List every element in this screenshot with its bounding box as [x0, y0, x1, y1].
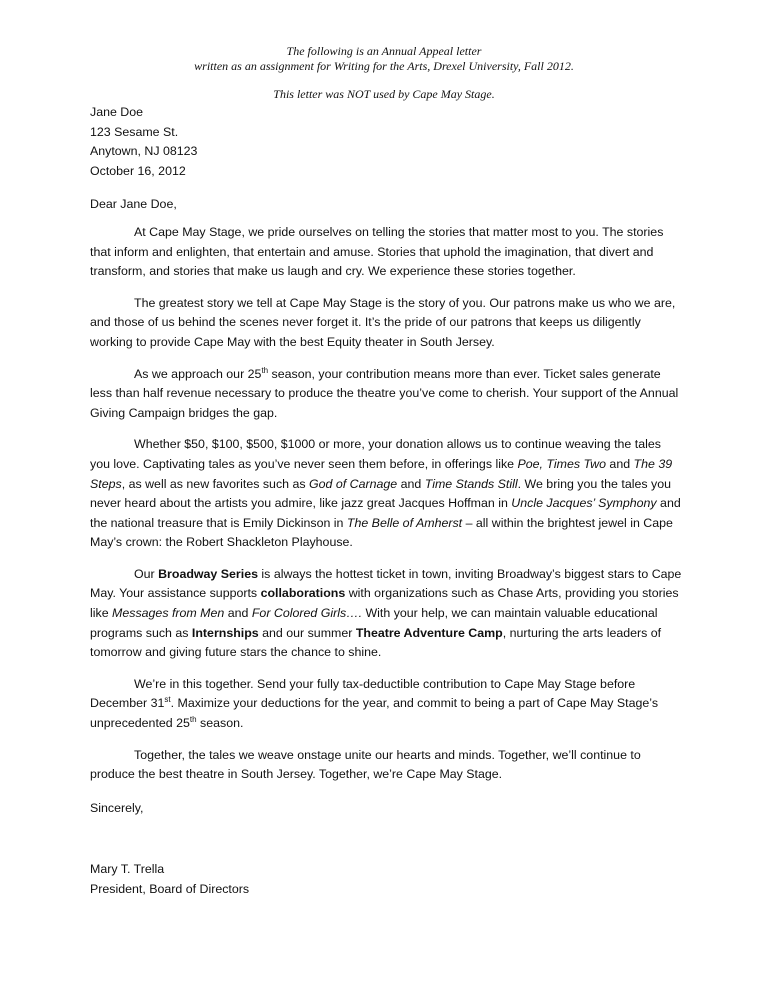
p5-title: Messages from Men: [112, 606, 225, 621]
p3-superscript: th: [261, 365, 269, 375]
paragraph-7: Together, the tales we weave onstage unite our hearts and minds. Together, we’ll continue to produce the best theatre in South Jersey. Together, we’re Cape May Stage.: [90, 747, 641, 782]
salutation: Dear Jane Doe,: [90, 197, 177, 212]
p5-text: with organizations such as Chase Arts, providing you stories like: [90, 586, 679, 621]
p4-title: The 39 Steps: [90, 456, 673, 491]
paragraph-4: [90, 435, 682, 553]
p5-bold: Broadway Series: [158, 566, 258, 581]
p6-text-b: . Maximize your deductions for the year, and commit to being a part of Cape May Stage’s unprecedented 25: [90, 696, 659, 731]
paragraph-3: [90, 365, 682, 424]
p5-text: and: [224, 606, 252, 621]
paragraph-1: At Cape May Stage, we pride ourselves on telling the stories that matter most to you. The stories that inform and enlighten, that entertain and amuse. Stories that uphold the imagination, that divert and transform, and stories that make us laugh and cry. We experience these stories together.: [90, 224, 664, 279]
p5-bold: Internships: [191, 625, 259, 640]
header-note: This letter was NOT used by Cape May Stage.: [273, 87, 495, 101]
p4-text: – all within the brightest jewel in Cape May’s crown: the Robert Shackleton Playhouse.: [90, 515, 673, 550]
p4-text: . We bring you the tales you never heard about the artists you admire, like jazz great Jacques Hoffman in: [90, 476, 671, 511]
p4-title: God of Carnage: [309, 476, 398, 491]
letter-body: [90, 103, 682, 818]
p5-text: is always the hottest ticket in town, inviting Broadway’s biggest stars to Cape May. Your assistance supports: [90, 566, 682, 601]
recipient-street: 123 Sesame St.: [90, 124, 179, 139]
recipient-address: [90, 103, 682, 181]
letter-date: October 16, 2012: [90, 163, 186, 178]
p3-text-b: season, your contribution means more than ever. Ticket sales generate less than half revenue necessary to produce the theatre you’ve come to cherish. Your support of the Annual Giving Campaign bridges the gap.: [90, 366, 679, 420]
p4-title: Uncle Jacques’ Symphony: [511, 496, 657, 511]
p4-text: and: [397, 476, 425, 491]
p4-title: The Belle of Amherst: [346, 515, 463, 530]
p4-text: and: [605, 456, 634, 471]
p5-text: and our summer: [258, 625, 356, 640]
letter-header: [0, 44, 768, 102]
p4-text: Whether $50, $100, $500, $1000 or more, your donation allows us to continue weaving the tales you love. Captivating tales as you’ve never seen them before, in offerings like: [90, 437, 661, 471]
paragraph-6: [90, 675, 682, 734]
signature-block: [90, 860, 249, 899]
p6-superscript-1: st: [164, 695, 171, 705]
p5-text: Our: [134, 566, 159, 581]
p4-text: , as well as new favorites such as: [121, 476, 310, 491]
signer-name: Mary T. Trella: [90, 862, 165, 876]
p4-text: and the national treasure that is Emily Dickinson in: [90, 496, 681, 530]
p3-text-a: As we approach our 25: [134, 366, 262, 381]
p4-title: Poe, Times Two: [517, 456, 606, 471]
p5-bold: collaborations: [260, 586, 346, 601]
recipient-name: Jane Doe: [90, 105, 144, 119]
p5-text: , nurturing the arts leaders of tomorrow and giving future stars the chance to shine.: [90, 625, 662, 660]
p5-bold: Theatre Adventure Camp: [355, 625, 503, 640]
recipient-city: Anytown, NJ 08123: [90, 144, 198, 159]
paragraph-5: [90, 565, 682, 663]
p4-title: Time Stands Still: [424, 476, 518, 491]
closing: Sincerely,: [90, 800, 144, 815]
header-line-2: written as an assignment for Writing for the Arts, Drexel University, Fall 2012.: [194, 59, 574, 73]
p6-text-a: We’re in this together. Send your fully tax-deductible contribution to Cape May Stage before December 31: [90, 676, 636, 711]
paragraph-2: The greatest story we tell at Cape May Stage is the story of you. Our patrons make us who we are, and those of us behind the scenes never forget it. It’s the pride of our patrons that keeps us diligently working to provide Cape May with the best Equity theater in South Jersey.: [90, 295, 676, 349]
p5-title: For Colored Girls….: [251, 606, 363, 621]
p5-text: With your help, we can maintain valuable educational programs such as: [90, 606, 658, 640]
signer-title: President, Board of Directors: [90, 881, 250, 896]
p6-text-c: season.: [196, 716, 244, 731]
header-line-1: The following is an Annual Appeal letter: [286, 44, 482, 58]
p6-superscript-2: th: [189, 714, 197, 724]
